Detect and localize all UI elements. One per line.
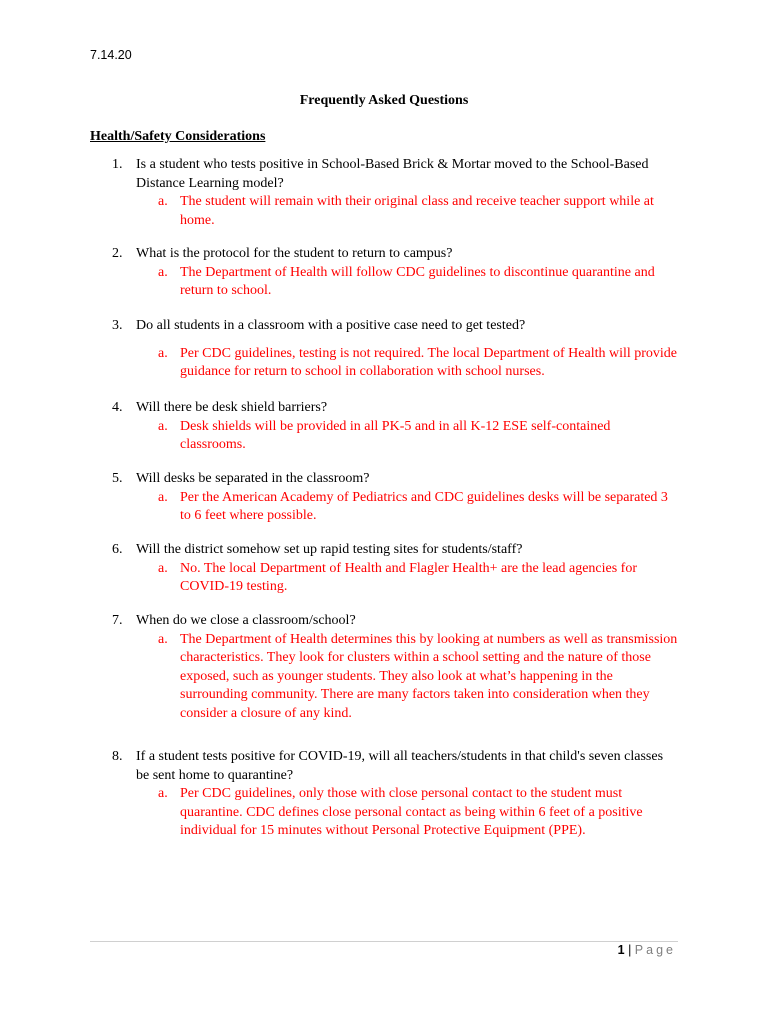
- answer: [158, 489, 678, 526]
- footer-divider: [90, 941, 678, 942]
- faq-item-3: [112, 317, 678, 382]
- answer-text: Per CDC guidelines, only those with close personal contact to the student must quarantine. CDC defines close personal contact as being within 6 feet of a positive individual for 15 minutes without Personal Protective Equipment (PPE).: [180, 786, 643, 838]
- faq-item-4: [112, 399, 672, 455]
- answer-letter: a.: [158, 631, 168, 647]
- question-text: Do all students in a classroom with a positive case need to get tested?: [136, 318, 526, 333]
- faq-item-6: [112, 541, 672, 597]
- answer-letter: a.: [158, 560, 168, 576]
- question-number: 7.: [112, 613, 123, 628]
- question-text: If a student tests positive for COVID-19, will all teachers/students in that child's seven classes be sent home to quarantine?: [136, 749, 664, 783]
- answer: [158, 193, 678, 230]
- faq-item-7: [112, 612, 678, 723]
- question-number: 2.: [112, 246, 123, 261]
- answer-letter: a.: [158, 194, 168, 209]
- answer-text: Desk shields will be provided in all PK-5 and in all K-12 ESE self-contained classrooms.: [180, 418, 611, 452]
- answer-letter: a.: [158, 489, 168, 505]
- question-number: 4.: [112, 400, 123, 415]
- answer: [158, 418, 678, 455]
- answer-text: Per CDC guidelines, testing is not required. The local Department of Health will provide guidance for return to school in collaboration with school nurses.: [180, 345, 678, 379]
- page-footer: [618, 943, 676, 957]
- question-text: When do we close a classroom/school?: [136, 613, 356, 628]
- answer-text: The Department of Health determines this by looking at numbers as well as transmission characteristics. They look for clusters within a school setting and the nature of those exposed, such as younger students. They also look at what’s happening in the surrounding community. There are many factors taken into consideration when they consider a closure of any kind.: [180, 631, 678, 721]
- page-number: 1: [617, 943, 625, 957]
- faq-item-5: [112, 470, 672, 526]
- question-number: 8.: [112, 749, 123, 764]
- answer-text: The student will remain with their original class and receive teacher support while at home.: [180, 194, 654, 228]
- page-separator: |: [628, 943, 632, 957]
- question-text: Will the district somehow set up rapid testing sites for students/staff?: [136, 542, 523, 557]
- answer: [158, 264, 678, 301]
- answer: [158, 560, 678, 597]
- answer: [158, 785, 678, 841]
- question-number: 6.: [112, 542, 123, 557]
- answer-text: Per the American Academy of Pediatrics and CDC guidelines desks will be separated 3 to 6 feet where possible.: [180, 489, 668, 523]
- question-text: Will desks be separated in the classroom?: [136, 471, 370, 486]
- question-text: What is the protocol for the student to return to campus?: [136, 246, 453, 261]
- section-heading: Health/Safety Considerations: [90, 129, 266, 144]
- faq-item-1: [112, 156, 672, 230]
- page-label: Page: [634, 943, 676, 957]
- question-number: 5.: [112, 471, 123, 486]
- answer-letter: a.: [158, 264, 168, 280]
- answer-letter: a.: [158, 345, 168, 361]
- answer-text: The Department of Health will follow CDC guidelines to discontinue quarantine and return to school.: [180, 264, 655, 298]
- document-date: 7.14.20: [90, 48, 132, 62]
- answer-letter: a.: [158, 418, 168, 434]
- question-number: 1.: [112, 157, 123, 172]
- page-title: Frequently Asked Questions: [299, 93, 469, 108]
- faq-item-2: [112, 245, 672, 301]
- faq-item-8: [112, 748, 672, 841]
- answer-text: No. The local Department of Health and Flagler Health+ are the lead agencies for COVID-19 testing.: [180, 560, 638, 594]
- question-text: Is a student who tests positive in School-Based Brick & Mortar moved to the School-Based Distance Learning model?: [136, 157, 649, 191]
- answer: [158, 631, 678, 724]
- answer-letter: a.: [158, 786, 168, 801]
- answer: [158, 345, 678, 382]
- question-number: 3.: [112, 318, 123, 333]
- question-text: Will there be desk shield barriers?: [136, 400, 328, 415]
